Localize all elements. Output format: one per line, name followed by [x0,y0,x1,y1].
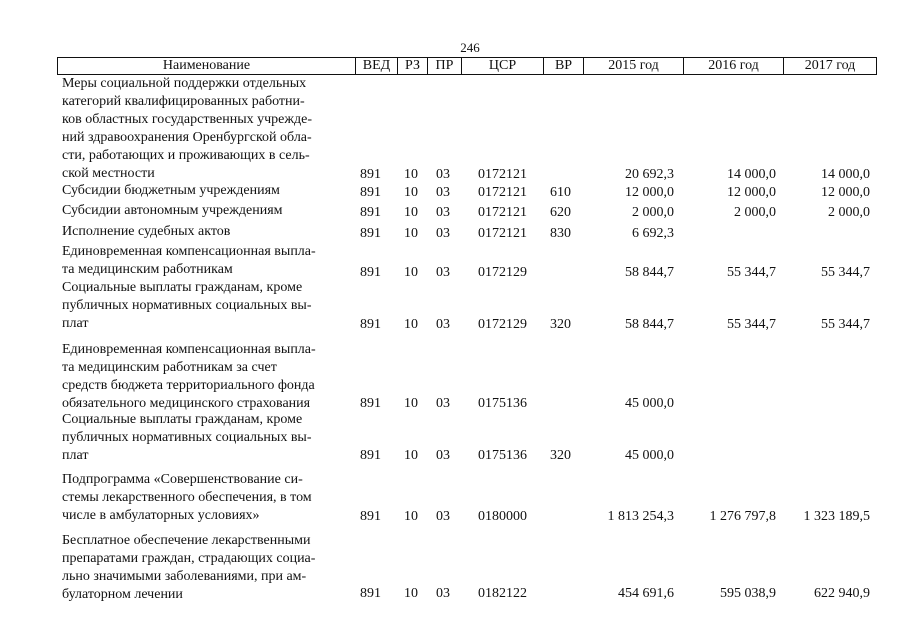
cell-2016: 14 000,0 [727,167,776,182]
page-number: 246 [460,40,480,55]
row-name [62,182,347,200]
row-name [62,411,347,465]
row-name-line: Исполнение судебных актов [62,224,231,239]
row-name [62,75,347,183]
row-name-line: Социальные выплаты гражданам, кроме [62,280,303,295]
row-name-line: Единовременная компенсационная выпла- [62,342,316,357]
header-name: Наименование [58,58,356,74]
cell-rz: 10 [404,448,418,463]
header-ved: ВЕД [356,58,398,74]
row-name [62,279,347,333]
cell-csr: 0172121 [478,226,527,241]
cell-pr: 03 [436,448,450,463]
cell-csr: 0172121 [478,205,527,220]
cell-csr: 0172129 [478,265,527,280]
header-pr: ПР [428,58,462,74]
cell-csr: 0180000 [478,509,527,524]
cell-rz: 10 [404,265,418,280]
cell-ved: 891 [360,509,381,524]
cell-csr: 0172121 [478,185,527,200]
row-name-line: публичных нормативных социальных вы- [62,430,312,445]
cell-rz: 10 [404,509,418,524]
row-name-line: препаратами граждан, страдающих социа- [62,551,316,566]
cell-2017: 2 000,0 [828,205,870,220]
cell-vr: 830 [550,226,571,241]
cell-rz: 10 [404,396,418,411]
cell-pr: 03 [436,185,450,200]
cell-ved: 891 [360,167,381,182]
cell-2015: 6 692,3 [632,226,674,241]
cell-2015: 1 813 254,3 [607,509,674,524]
cell-pr: 03 [436,396,450,411]
row-name-line: плат [62,316,89,331]
cell-2015: 20 692,3 [625,167,674,182]
row-name-line: Меры социальной поддержки отдельных [62,76,307,91]
row-name-line: обязательного медицинского страхования [62,396,311,411]
row-name-line: Социальные выплаты гражданам, кроме [62,412,303,427]
cell-2016: 1 276 797,8 [709,509,776,524]
cell-2017: 622 940,9 [814,586,870,601]
row-name-line: та медицинским работникам за счет [62,360,277,375]
cell-pr: 03 [436,226,450,241]
row-name-line: публичных нормативных социальных вы- [62,298,312,313]
row-name-line: ний здравоохранения Оренбургской обла- [62,130,312,145]
cell-rz: 10 [404,317,418,332]
cell-pr: 03 [436,509,450,524]
row-name-line: ской местности [62,166,155,181]
cell-vr: 320 [550,317,571,332]
row-name-line: плат [62,448,89,463]
row-name [62,202,347,220]
cell-vr: 620 [550,205,571,220]
header-2016: 2016 год [684,58,784,74]
cell-2015: 58 844,7 [625,265,674,280]
row-name-line: Единовременная компенсационная выпла- [62,244,316,259]
cell-rz: 10 [404,586,418,601]
cell-2015: 2 000,0 [632,205,674,220]
cell-rz: 10 [404,205,418,220]
cell-rz: 10 [404,185,418,200]
row-name-line: стемы лекарственного обеспечения, в том [62,490,312,505]
header-rz: РЗ [398,58,428,74]
row-name [62,223,347,241]
cell-pr: 03 [436,205,450,220]
cell-2016: 55 344,7 [727,317,776,332]
cell-csr: 0175136 [478,396,527,411]
cell-2015: 45 000,0 [625,396,674,411]
cell-2016: 55 344,7 [727,265,776,280]
row-name-line: числе в амбулаторных условиях» [62,508,260,523]
row-name-line: Подпрограмма «Совершенствование си- [62,472,303,487]
cell-2015: 454 691,6 [618,586,674,601]
cell-ved: 891 [360,448,381,463]
cell-2017: 14 000,0 [821,167,870,182]
cell-vr: 610 [550,185,571,200]
cell-ved: 891 [360,185,381,200]
cell-pr: 03 [436,317,450,332]
row-name-line: категорий квалифицированных работни- [62,94,305,109]
cell-rz: 10 [404,167,418,182]
header-2017: 2017 год [804,58,856,73]
cell-csr: 0172129 [478,317,527,332]
cell-2016: 595 038,9 [720,586,776,601]
cell-2015: 58 844,7 [625,317,674,332]
header-2015: 2015 год [584,58,684,74]
row-name-line: льно значимыми заболеваниями, при ам- [62,569,307,584]
cell-ved: 891 [360,226,381,241]
row-name [62,532,347,604]
cell-2015: 12 000,0 [625,185,674,200]
row-name-line: Бесплатное обеспечение лекарственными [62,533,311,548]
cell-2017: 55 344,7 [821,317,870,332]
cell-pr: 03 [436,167,450,182]
cell-pr: 03 [436,265,450,280]
header-vr: ВР [544,58,584,74]
row-name-line: та медицинским работникам [62,262,233,277]
cell-vr: 320 [550,448,571,463]
cell-2015: 45 000,0 [625,448,674,463]
row-name-line: сти, работающих и проживающих в сель- [62,148,310,163]
cell-2017: 12 000,0 [821,185,870,200]
cell-2017: 1 323 189,5 [803,509,870,524]
row-name-line: ков областных государственных учрежде- [62,112,313,127]
row-name-line: булаторном лечении [62,587,183,602]
cell-csr: 0175136 [478,448,527,463]
cell-ved: 891 [360,586,381,601]
cell-ved: 891 [360,205,381,220]
cell-2016: 2 000,0 [734,205,776,220]
cell-2017: 55 344,7 [821,265,870,280]
row-name [62,471,347,525]
row-name [62,341,347,413]
cell-csr: 0182122 [478,586,527,601]
cell-ved: 891 [360,265,381,280]
cell-ved: 891 [360,396,381,411]
cell-2016: 12 000,0 [727,185,776,200]
row-name-line: Субсидии автономным учреждениям [62,203,283,218]
cell-ved: 891 [360,317,381,332]
row-name-line: Субсидии бюджетным учреждениям [62,183,280,198]
header-csr: ЦСР [462,58,544,74]
cell-pr: 03 [436,586,450,601]
row-name [62,243,347,279]
cell-rz: 10 [404,226,418,241]
cell-csr: 0172121 [478,167,527,182]
row-name-line: средств бюджета территориального фонда [62,378,315,393]
